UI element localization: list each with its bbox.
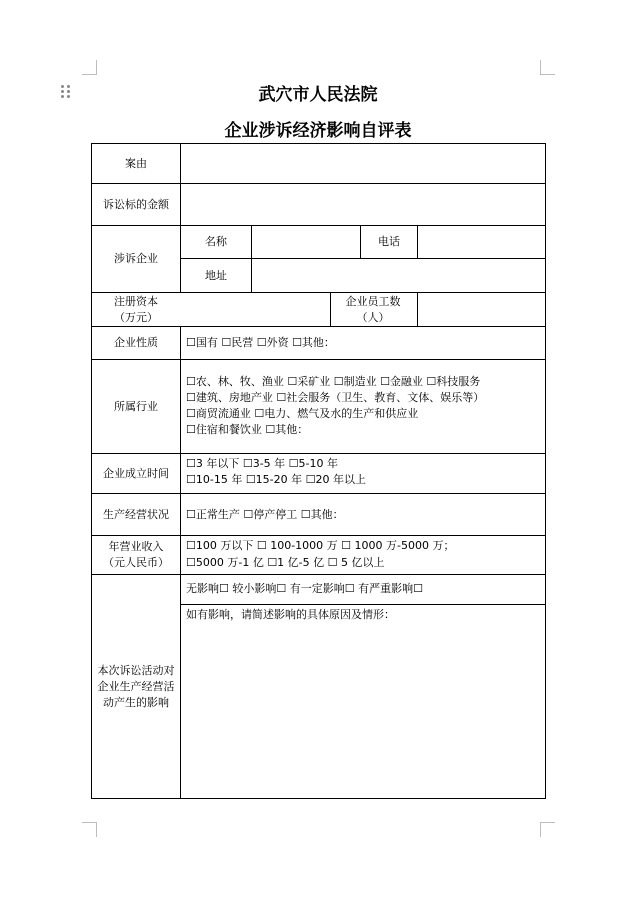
phone-label: 电话 — [378, 235, 400, 248]
established-option-line[interactable]: ☐10-15 年 ☐15-20 年 ☐20 年以上 — [186, 473, 366, 486]
employees-label: 企业员工数（人） — [345, 294, 401, 324]
established-label: 企业成立时间 — [103, 466, 169, 480]
enterprise-phone-field[interactable] — [418, 226, 545, 258]
address-label: 地址 — [205, 268, 227, 282]
impact-options[interactable]: 无影响☐ 较小影响☐ 有一定影响☐ 有严重影响☐ — [186, 582, 423, 595]
industry-label: 所属行业 — [114, 399, 158, 413]
form-title: 企业涉诉经济影响自评表 — [224, 121, 412, 141]
employees-field[interactable] — [418, 293, 545, 326]
revenue-option-line[interactable]: ☐5000 万-1 亿 ☐1 亿-5 亿 ☐ 5 亿以上 — [186, 556, 385, 569]
registered-capital-label: 注册资本（万元） — [114, 294, 158, 324]
revenue-label: 年营业收入（元人民币） — [103, 540, 169, 569]
operation-label: 生产经营状况 — [103, 507, 169, 521]
industry-option-line[interactable]: ☐商贸流通业 ☐电力、燃气及水的生产和供应业 — [186, 407, 419, 420]
litigation-amount-label: 诉讼标的金额 — [103, 197, 169, 211]
case-cause-field[interactable] — [181, 144, 545, 183]
operation-options[interactable]: ☐正常生产 ☐停产停工 ☐其他： — [186, 508, 344, 521]
enterprise-label: 涉诉企业 — [114, 252, 158, 265]
impact-label: 本次诉讼活动对企业生产经营活动产生的影响 — [97, 663, 175, 709]
established-option-line[interactable]: ☐3 年以下 ☐3-5 年 ☐5-10 年 — [186, 457, 338, 470]
industry-option-line[interactable]: ☐农、林、牧、渔业 ☐采矿业 ☐制造业 ☐金融业 ☐科技服务 — [186, 375, 481, 388]
nature-label: 企业性质 — [114, 336, 158, 349]
case-cause-label: 案由 — [125, 156, 147, 170]
impact-prompt: 如有影响，请简述影响的具体原因及情形： — [186, 608, 395, 621]
impact-description-field[interactable] — [181, 625, 545, 797]
name-label: 名称 — [205, 235, 227, 248]
court-name: 武穴市人民法院 — [258, 85, 378, 105]
enterprise-name-field[interactable] — [252, 226, 360, 258]
registered-capital-field[interactable] — [181, 293, 330, 326]
litigation-amount-field[interactable] — [181, 184, 545, 225]
nature-options[interactable]: ☐国有 ☐民营 ☐外资 ☐其他： — [186, 336, 335, 349]
industry-option-line[interactable]: ☐建筑、房地产业 ☐社会服务（卫生、教育、文体、娱乐等） — [186, 391, 485, 404]
enterprise-address-field[interactable] — [252, 259, 545, 292]
revenue-option-line[interactable]: ☐100 万以下 ☐ 100-1000 万 ☐ 1000 万-5000 万； — [186, 539, 455, 552]
industry-option-line[interactable]: ☐住宿和餐饮业 ☐其他： — [186, 423, 309, 436]
